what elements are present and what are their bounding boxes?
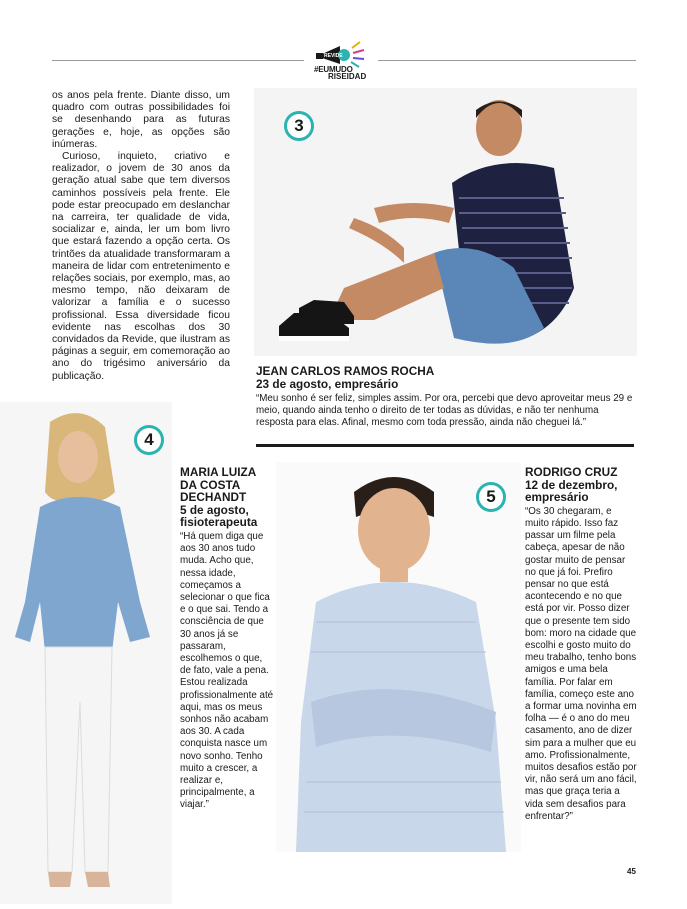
- profile-role: 23 de agosto, empresário: [256, 377, 399, 391]
- section-logo: [312, 38, 374, 82]
- photo-maria-luiza: [0, 402, 172, 904]
- profile-quote: “Meu sonho é ser feliz, simples assim. Por ora, percebi que devo aproveitar meus 29 e meio, quando ainda tenho o direito de ter todas as dúvidas, e não ter nenhuma resposta para elas. Afinal, mesmo com toda pressão, ainda não cheguei lá.”: [256, 393, 633, 429]
- profile-number-badge: 3: [284, 111, 314, 141]
- header-rule-left: [52, 60, 304, 61]
- article-paragraph: Curioso, inquieto, criativo e realizador, o jovem de 30 anos da geração atual sabe que tem diversos caminhos possíveis pela frente. Ele pode estar preocupado em deslanchar na carreira, ter qualidade de vida, socializar e, ainda, ler um bom livro que estará fazendo a opção certa. Os trintões da atualidade transformaram a maneira de lidar com entretenimento e relações sociais, por exemplo, mas, ao mesmo tempo, não deixaram de valorizar a família e o sucesso profissional. Essa diversidade ficou evidente nas escolhas dos 30 convidados da Revide, que ilustram as páginas a seguir, em comemoração ao ano do trigésimo aniversário da publicação.: [52, 151, 230, 382]
- profile-quote: “Os 30 chegaram, e muito rápido. Isso faz passar um filme pela cabeça, apesar de não gostar muito de pensar no que já foi. Prefiro pensar no que está acontecendo e no que está por vir. Posso dizer que o presente tem sido bom: moro na cidade que escolhi e gosto muito do meu trabalho, tenho bons amigos e uma bela família. Por falar em família, começo este ano a formar uma novinha em folha — é o ano do meu casamento, ano de dizer sim para a mulher que eu amo. Profissionalmente, muitos desafios estão por vir, não será um ano fácil, mas que graça teria a vida sem desafios para enfrentar?”: [525, 505, 637, 822]
- megaphone-icon: [312, 38, 374, 68]
- article-paragraph: os anos pela frente. Diante disso, um quadro com outras possibilidades foi se desenhando para as futuras gerações e, hoje, as opções são inúmeras.: [52, 90, 230, 150]
- profile-role: 12 de dezembro, empresário: [525, 477, 618, 505]
- profile-caption-jean: [256, 365, 634, 430]
- section-divider: [256, 444, 634, 447]
- profile-caption-rodrigo: [525, 466, 637, 823]
- logo-wordmark: REVIDE: [324, 53, 343, 59]
- profile-caption-maria: [180, 466, 274, 812]
- profile-role: 5 de agosto, fisioterapeuta: [180, 502, 258, 530]
- hashtag-line1: #EUMUDO: [314, 65, 353, 74]
- photo-rodrigo-cruz: [276, 462, 521, 852]
- profile-number-badge: 5: [476, 482, 506, 512]
- profile-name: MARIA LUIZA DA COSTA DECHANDT: [180, 465, 256, 505]
- profile-quote: “Há quem diga que aos 30 anos tudo muda. Acho que, nessa idade, começamos a selecionar o que fica e o que sai. Tendo a consciência de que 30 anos já se passaram, escolhemos o que, de fato, vale a pena. Estou realizada profissionalmente até aqui, mas os meus sonhos não acabam aos 30. A cada conquista nasce um novo sonho. Tenho muito a crescer, a realizar e, principalmente, a viajar.”: [180, 530, 274, 811]
- header-rule-right: [378, 60, 636, 61]
- page-number: 45: [627, 867, 636, 876]
- profile-name: JEAN CARLOS RAMOS ROCHA: [256, 364, 435, 378]
- profile-name: RODRIGO CRUZ: [525, 465, 618, 479]
- article-text: [52, 90, 230, 383]
- hashtag-line2: RISEIDAD: [328, 72, 367, 81]
- profile-number-badge: 4: [134, 425, 164, 455]
